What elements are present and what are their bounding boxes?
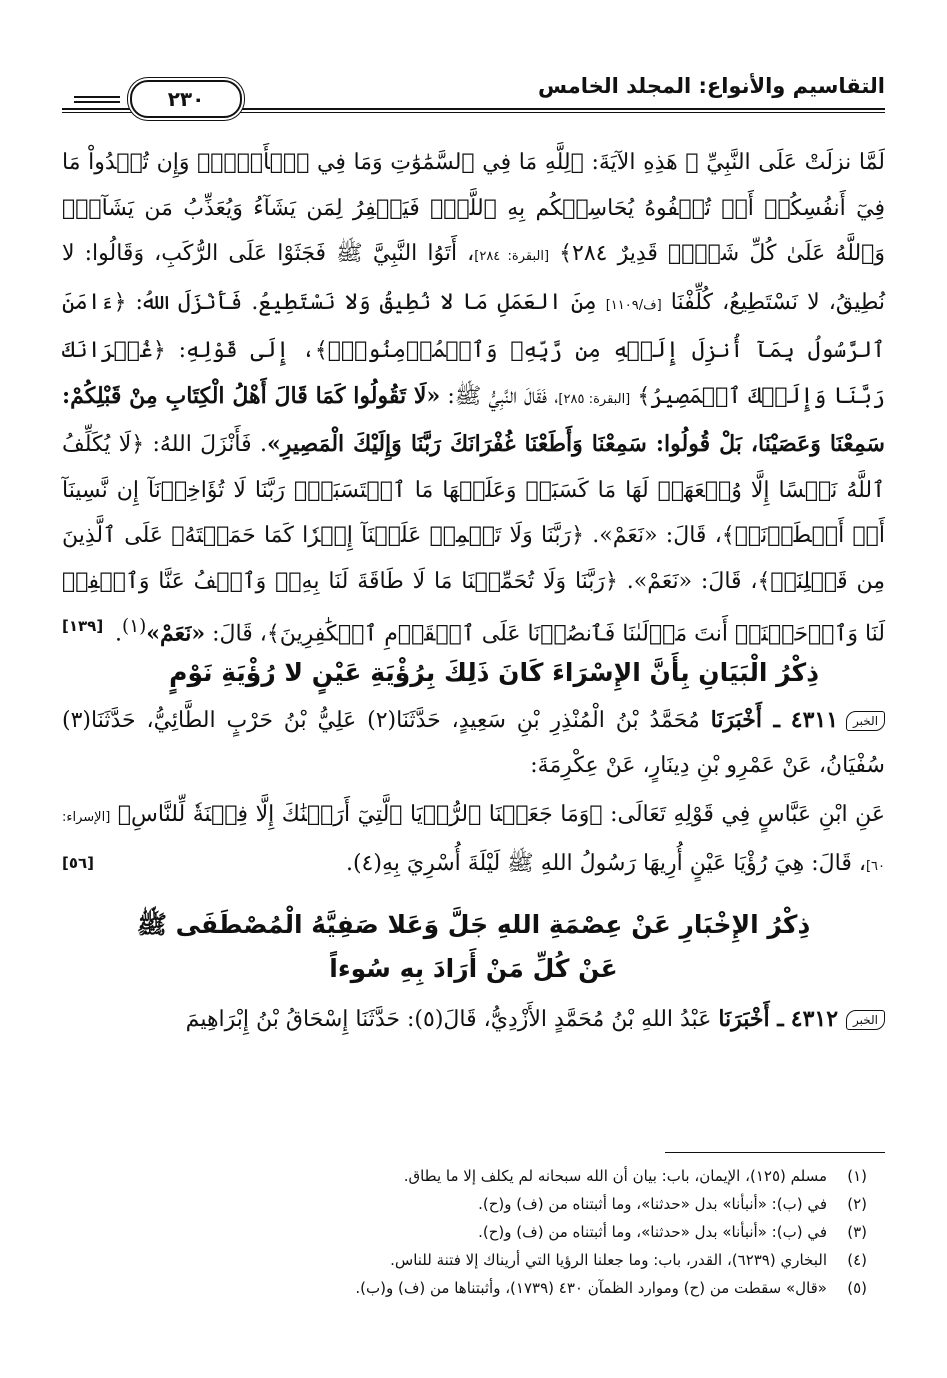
footnote-text: مسلم (١٢٥)، الإيمان، باب: بيان أن الله سبحانه لم يكلف إلا ما يطاق. — [403, 1167, 827, 1185]
footnote-number: (١) — [847, 1167, 867, 1185]
intro-paragraph — [62, 140, 886, 647]
hadith-4312-chain — [62, 997, 885, 1042]
footnote — [62, 1190, 867, 1218]
footnote-number: (٥) — [847, 1279, 867, 1297]
footnote — [62, 1162, 867, 1190]
khabar-label-2: ـ أَخْبَرَنَا — [718, 1006, 784, 1032]
intro-text-3: مِنَ العَمَلِ مَا لا نُطِيقُ وَلا نَسْتَطِيعُ. فَأَنْزَلَ اللهُ: ﴿ءَامَنَ ٱلرَّسُولُ بِمَآ أُنزِلَ إِلَيۡهِ مِن رَّبِّهِۦ وَٱلۡمُؤۡمِنُونَۚ﴾، إِلَى قَوْلِهِ: ﴿غُفۡرَانَكَ رَبَّنَا وَإِلَيۡكَ ٱلۡمَصِيرُ﴾ — [62, 289, 886, 409]
hadith-number-2: ٤٣١٢ — [790, 1006, 839, 1032]
intro-text-end: . — [115, 621, 123, 647]
footnote-text: «قال» سقطت من (ح) وموارد الظمآن ٤٣٠ (١٧٣٩)، وأثبتناها من (ف) و(ب). — [355, 1279, 827, 1297]
footnote-text: في (ب): «أنبأنا» بدل «حدثنا»، وما أثبتناه من (ف) و(ح). — [478, 1223, 827, 1241]
section-heading-2 — [62, 903, 885, 991]
footnote — [62, 1274, 867, 1302]
quran-ref-1: [البقرة: ٢٨٤] — [474, 249, 550, 264]
matn-text-2: ، قَالَ: هِيَ رُؤْيَا عَيْنٍ أُرِيهَا رَسُولُ اللهِ ﷺ لَيْلَةَ أُسْرِيَ بِهِ(٤). — [345, 850, 866, 876]
footnotes — [62, 1162, 867, 1302]
footnote-number: (٢) — [847, 1195, 867, 1213]
isnad-text-2: عَبْدُ اللهِ بْنُ مُحَمَّدٍ الأَزْدِيُّ، قَالَ(٥): حَدَّثَنَا إِسْحَاقُ بْنُ إِبْرَاهِيمَ — [185, 1007, 712, 1032]
hadith-4311-chain — [62, 698, 885, 788]
manuscript-ref: [ف/١١٠٩] — [605, 297, 662, 313]
page-header — [62, 72, 885, 112]
matn-text-1: عَنِ ابْنِ عَبَّاسٍ فِي قَوْلِهِ تَعَالَى: ﴿وَمَا جَعَلۡنَا ٱلرُّءۡيَا ٱلَّتِيٓ أَرَيۡنَٰكَ إِلَّا فِتۡنَةٗ لِّلنَّاسِ﴾ — [117, 802, 885, 827]
section-heading-1: ذِكْرُ الْبَيَانِ بِأَنَّ الإِسْرَاءَ كَانَ ذَلِكَ بِرُؤْيَةِ عَيْنٍ لا رُؤْيَةِ نَوْمٍ — [169, 658, 820, 687]
intro-text-5: . فَأَنْزَلَ اللهُ: ﴿لَا يُكَلِّفُ ٱللَّهُ نَفۡسًا إِلَّا وُسۡعَهَاۚ لَهَا مَا كَسَبَتۡ وَعَلَيۡهَا مَا ٱكۡتَسَبَتۡۗ رَبَّنَا لَا تُؤَاخِذۡنَآ إِن نَّسِينَآ أَوۡ أَخۡطَأۡنَاۚ﴾، قَالَ: «نَعَمْ». ﴿رَبَّنَا وَلَا تَحۡمِلۡ عَلَيۡنَآ إِصۡرٗا كَمَا حَمَلۡتَهُۥ عَلَى ٱلَّذِينَ مِن قَبۡلِنَاۚ﴾، قَالَ: «نَعَمْ». ﴿رَبَّنَا وَلَا تُحَمِّلۡنَا مَا لَا طَاقَةَ لَنَا بِهِۦۖ وَٱعۡفُ عَنَّا وَٱغۡفِرۡ لَنَا وَٱرۡحَمۡنَآۚ أَنتَ مَوۡلَىٰنَا فَٱنصُرۡنَا عَلَى ٱلۡقَوۡمِ ٱلۡكَٰفِرِينَ﴾، قَالَ: — [62, 432, 885, 647]
hadith-cross-ref-2: [٥٦] — [62, 853, 95, 872]
intro-text-2: ، أَتَوُا النَّبِيَّ ﷺ فَجَثَوْا عَلَى الرُّكَبِ، وَقَالُوا: لا نُطِيقُ، لا نَسْتَطِيعُ، كُلِّفْنَا — [62, 241, 885, 315]
footnote-text: البخاري (٦٢٣٩)، القدر، باب: وما جعلنا الرؤيا التي أريناك إلا فتنة للناس. — [390, 1251, 827, 1269]
running-title: التقاسيم والأنواع: المجلد الخامس — [538, 74, 885, 98]
hadith-cross-ref: [١٣٩] — [62, 617, 104, 635]
khabar-tag-icon: الخبر — [846, 711, 885, 731]
answer-yes: «نَعَمْ» — [146, 620, 206, 647]
khabar-tag-icon-2: الخبر — [846, 1010, 885, 1030]
section-heading-2-line2: عَنْ كُلِّ مَنْ أَرَادَ بِهِ سُوءاً — [329, 954, 618, 983]
section-heading-2-line1: ذِكْرُ الإِخْبَارِ عَنْ عِصْمَةِ اللهِ جَلَّ وَعَلا صَفِيَّهُ الْمُصْطَفَى ﷺ — [136, 910, 811, 939]
footnote-text: في (ب): «أنبأنا» بدل «حدثنا»، وما أثبتناه من (ف) و(ح). — [478, 1195, 827, 1213]
hadith-number: ٤٣١١ — [790, 707, 839, 733]
page-number: ٢٣٠ — [130, 80, 242, 118]
page-body — [62, 140, 885, 1042]
footnote-separator — [665, 1152, 885, 1153]
footnote — [62, 1246, 867, 1274]
hadith-4311-text — [62, 792, 885, 889]
footnote-marker-1: (١) — [122, 616, 147, 637]
khabar-label: ـ أَخْبَرَنَا — [710, 707, 780, 733]
quran-ref-2: [البقرة: ٢٨٥] — [558, 391, 631, 407]
prophet-saying: «لَا تَقُولُوا كَمَا قَالَ أَهْلُ الْكِتَابِ مِنْ قَبْلِكُمْ: سَمِعْنَا وَعَصَيْنَا، بَلْ قُولُوا: سَمِعْنَا وَأَطَعْنَا غُفْرَانَكَ رَبَّنَا وَإِلَيْكَ الْمَصِيرِ» — [62, 382, 885, 457]
footnote — [62, 1218, 867, 1246]
intro-text-4: ، فَقَالَ النَّبِيُّ ﷺ: — [447, 383, 559, 409]
footnote-number: (٤) — [847, 1251, 867, 1269]
intro-text-1: لَمَّا نزلَتْ عَلَى النَّبِيِّ ﷺ هَذِهِ الآيَةَ: ﴿لِلَّهِ مَا فِي ٱلسَّمَٰوَٰتِ وَمَا فِي ٱلۡأَرۡضِۗ وَإِن تُبۡدُواْ مَا فِيٓ أَنفُسِكُمۡ أَوۡ تُخۡفُوهُ يُحَاسِبۡكُم بِهِ ٱللَّهُۖ فَيَغۡفِرُ لِمَن يَشَآءُ وَيُعَذِّبُ مَن يَشَآءُۗ وَٱللَّهُ عَلَىٰ كُلِّ شَيۡءٖ قَدِيرٌ ٢٨٤﴾ — [62, 150, 886, 266]
quran-ref-3: [الإسراء: ٦٠] — [62, 810, 885, 874]
header-ornament — [74, 96, 120, 103]
footnote-number: (٣) — [847, 1223, 867, 1241]
isnad-text: مُحَمَّدُ بْنُ الْمُنْذِرِ بْنِ سَعِيدٍ، حَدَّثَنَا(٢) عَلِيُّ بْنُ حَرْبٍ الطَّائِيُّ، حَدَّثَنَا(٣) سُفْيَانُ، عَنْ عَمْرِو بْنِ دِينَارٍ، عَنْ عِكْرِمَةَ: — [62, 708, 885, 778]
